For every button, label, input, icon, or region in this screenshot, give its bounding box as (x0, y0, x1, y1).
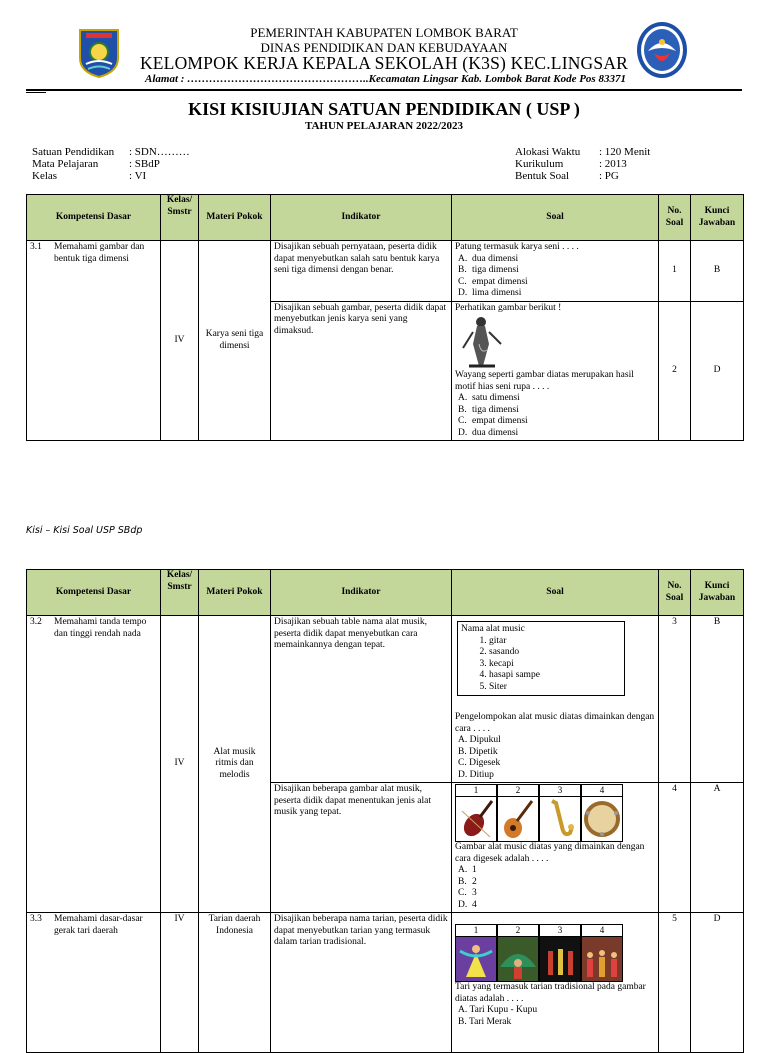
option (455, 254, 655, 266)
list-item: 2. sasando (489, 647, 621, 659)
meta-label: Kurikulum (515, 158, 564, 170)
image-number: 1 (456, 785, 496, 797)
dance-image-grid (455, 924, 655, 982)
option-letter: A. (458, 253, 468, 264)
option (455, 735, 655, 747)
option-text: Tari Merak (468, 1016, 512, 1027)
option-letter: B. (458, 265, 467, 275)
box-title: Nama alat music (461, 624, 525, 634)
option-text: 4 (472, 899, 477, 910)
guitar-image (498, 797, 538, 841)
no-soal-cell: 4 (659, 783, 691, 913)
option-letter: B. (458, 1016, 467, 1027)
option-text: dua dimensi (472, 253, 519, 264)
option-letter: A. (458, 1005, 468, 1015)
header-address: Alamat : …………………………………………..Kecamatan Lingsar Kab. Lombok Barat Kode Pos 83371 (145, 73, 626, 85)
image-cell (455, 784, 497, 842)
option (455, 288, 655, 300)
kelas-cell: IV (161, 913, 199, 1053)
option (455, 265, 655, 277)
image-number: 4 (582, 785, 622, 797)
col-no-soal: No. Soal (659, 195, 691, 241)
option-letter: B. (458, 876, 467, 887)
option-letter: D. (458, 899, 468, 910)
meta-label: Satuan Pendidikan (32, 146, 115, 158)
indikator-cell: Disajikan beberapa gambar alat musik, peserta didik dapat menentukan jenis alat musik yang tepat. (271, 783, 452, 913)
materi-cell: Alat musik ritmis dan melodis (199, 616, 271, 913)
kd-number: 3.1 (30, 242, 42, 252)
wayang-image (455, 314, 655, 370)
indikator-cell: Disajikan sebuah table nama alat musik, peserta didik dapat menyebutkan cara memainkannya dengan tepat. (271, 616, 452, 783)
image-cell (497, 924, 539, 982)
image-number: 3 (540, 785, 580, 797)
option-text: Tari Kupu - Kupu (469, 1005, 538, 1015)
instrument-list (461, 636, 621, 694)
meta-value: : 2013 (599, 158, 627, 170)
soal-cell (452, 301, 659, 441)
col-kelas: Kelas/ Smstr (161, 570, 199, 616)
option (455, 865, 655, 877)
document-year: TAHUN PELAJARAN 2022/2023 (304, 120, 464, 132)
kunci-cell: D (691, 913, 744, 1053)
dance-photo-2 (498, 937, 538, 981)
grid-table-1 (26, 194, 744, 441)
option (455, 277, 655, 289)
image-number: 2 (498, 925, 538, 937)
col-indikator: Indikator (271, 570, 452, 616)
col-materi: Materi Pokok (199, 195, 271, 241)
no-soal-cell: 2 (659, 301, 691, 441)
soal-intro: Patung termasuk karya seni . . . . (455, 242, 579, 252)
meta-label: Mata Pelajaran (32, 158, 99, 170)
option-text: Dipetik (469, 746, 498, 757)
meta-value: : 120 Menit (599, 146, 651, 158)
image-number: 4 (582, 925, 622, 937)
image-number: 1 (456, 925, 496, 937)
violin-image (456, 797, 496, 841)
meta-label: Bentuk Soal (515, 170, 570, 182)
col-materi: Materi Pokok (199, 570, 271, 616)
kd-text: Memahami gambar dan bentuk tiga dimensi (54, 242, 145, 264)
option (455, 416, 655, 428)
col-kunci: Kunci Jawaban (691, 195, 744, 241)
materi-cell: Tarian daerah Indonesia (199, 913, 271, 1053)
kd-cell (27, 616, 161, 913)
image-cell (539, 924, 581, 982)
saxophone-image (540, 797, 580, 841)
soal-cell (452, 241, 659, 302)
option-text: 1 (472, 865, 477, 875)
indikator-cell: Disajikan beberapa nama tarian, peserta didik dapat menyebutkan tarian yang termasuk dalam tarian tradisional. (271, 913, 452, 1053)
soal-cell (452, 616, 659, 783)
kunci-cell: B (691, 616, 744, 783)
image-cell (539, 784, 581, 842)
option (455, 405, 655, 417)
image-number: 2 (498, 785, 538, 797)
meta-label: Kelas (32, 170, 58, 182)
option (455, 428, 655, 440)
kd-text: Memahami dasar-dasar gerak tari daerah (54, 914, 143, 936)
meta-value: : VI (129, 170, 147, 182)
option-text: empat dimensi (472, 276, 528, 287)
col-kelas: Kelas/ Smstr (161, 195, 199, 241)
image-cell (581, 924, 623, 982)
list-item: 4. hasapi sampe (489, 670, 621, 682)
option-letter: C. (458, 276, 467, 287)
option (455, 1005, 655, 1017)
option-letter: B. (458, 746, 467, 757)
kunci-cell: A (691, 783, 744, 913)
option (455, 758, 655, 770)
option-text: satu dimensi (472, 393, 520, 403)
option-letter: C. (458, 888, 467, 898)
col-kompetensi-dasar: Kompetensi Dasar (27, 195, 161, 241)
option-text: lima dimensi (472, 288, 522, 298)
option (455, 393, 655, 405)
option-text: 3 (472, 888, 477, 898)
document-title: KISI KISIUJIAN SATUAN PENDIDIKAN ( USP ) (188, 99, 580, 119)
option-letter: C. (458, 758, 467, 768)
kd-cell (27, 913, 161, 1053)
kd-number: 3.2 (30, 617, 42, 627)
option (455, 877, 655, 889)
option-text: 2 (472, 876, 477, 887)
instrument-image-grid (455, 784, 655, 842)
no-soal-cell: 3 (659, 616, 691, 783)
kunci-cell: B (691, 241, 744, 302)
soal-question: Tari yang termasuk tarian tradisional pada gambar diatas adalah . . . . (455, 982, 646, 1004)
option-text: empat dimensi (472, 416, 528, 426)
kd-number: 3.3 (30, 914, 42, 924)
soal-cell (452, 913, 659, 1053)
option-text: tiga dimensi (472, 265, 519, 275)
col-kompetensi-dasar: Kompetensi Dasar (27, 570, 161, 616)
kelas-cell: IV (161, 616, 199, 913)
meta-right (515, 146, 650, 182)
header-divider-short (26, 92, 46, 93)
option (455, 770, 655, 782)
option-letter: D. (458, 427, 468, 438)
image-cell (455, 924, 497, 982)
soal-question: Wayang seperti gambar diatas merupakan hasil motif hias seni rupa . . . . (455, 370, 634, 392)
option-text: dua dimensi (472, 427, 519, 438)
option (455, 747, 655, 759)
no-soal-cell: 1 (659, 241, 691, 302)
dance-photo-3 (540, 937, 580, 981)
list-item: 1. gitar (489, 636, 621, 648)
meta-value: : SDN……… (129, 146, 190, 158)
image-number: 3 (540, 925, 580, 937)
meta-left (32, 146, 190, 182)
kunci-cell: D (691, 301, 744, 441)
option-text: tiga dimensi (472, 404, 519, 415)
list-item: 3. kecapi (489, 659, 621, 671)
kd-text: Memahami tanda tempo dan tinggi rendah nada (54, 617, 147, 639)
option-letter: B. (458, 404, 467, 415)
soal-question: Pengelompokan alat music diatas dimainkan dengan cara . . . . (455, 712, 655, 734)
dance-photo-4 (582, 937, 622, 981)
meta-label: Alokasi Waktu (515, 146, 581, 158)
header-line-3: KELOMPOK KERJA KEPALA SEKOLAH (K3S) KEC.LINGSAR (139, 53, 629, 73)
kelas-cell: IV (161, 241, 199, 441)
col-soal: Soal (452, 195, 659, 241)
col-no-soal: No. Soal (659, 570, 691, 616)
option (455, 888, 655, 900)
option-letter: A. (458, 393, 468, 403)
no-soal-cell: 5 (659, 913, 691, 1053)
option (455, 900, 655, 912)
dance-photo-1 (456, 937, 496, 981)
option-text: Dipukul (469, 735, 501, 745)
option-letter: C. (458, 416, 467, 426)
soal-intro: Perhatikan gambar berikut ! (455, 302, 562, 313)
option-letter: A. (458, 735, 468, 745)
meta-value: : SBdP (129, 158, 160, 170)
option-letter: A. (458, 865, 468, 875)
image-cell (497, 784, 539, 842)
header-line-2: DINAS PENDIDIKAN DAN KEBUDAYAAN (260, 40, 508, 55)
materi-cell: Karya seni tiga dimensi (199, 241, 271, 441)
indikator-cell: Disajikan sebuah pernyataan, peserta didik dapat menyebutkan salah satu bentuk karya seni tiga dimensi dengan benar. (271, 241, 452, 302)
soal-cell (452, 783, 659, 913)
tambourine-image (582, 797, 622, 841)
col-kunci: Kunci Jawaban (691, 570, 744, 616)
option (455, 1017, 655, 1029)
kd-cell (27, 241, 161, 441)
page-footer: Kisi – Kisi Soal USP SBdp (26, 525, 143, 536)
header-divider (26, 89, 742, 91)
instrument-list-box (457, 621, 625, 696)
image-cell (581, 784, 623, 842)
option-text: Ditiup (469, 769, 494, 780)
header-line-1: PEMERINTAH KABUPATEN LOMBOK BARAT (250, 25, 518, 40)
option-text: Digesek (469, 758, 501, 768)
indikator-cell: Disajikan sebuah gambar, peserta didik dapat menyebutkan jenis karya seni yang dimaksud. (271, 301, 452, 441)
meta-value: : PG (599, 170, 619, 182)
col-indikator: Indikator (271, 195, 452, 241)
soal-question: Gambar alat music diatas yang dimainkan dengan cara digesek adalah . . . . (455, 842, 645, 864)
grid-table-2 (26, 569, 744, 1053)
option-letter: D. (458, 769, 468, 780)
option-letter: D. (458, 288, 468, 298)
col-soal: Soal (452, 570, 659, 616)
list-item: 5. Siter (489, 682, 621, 694)
